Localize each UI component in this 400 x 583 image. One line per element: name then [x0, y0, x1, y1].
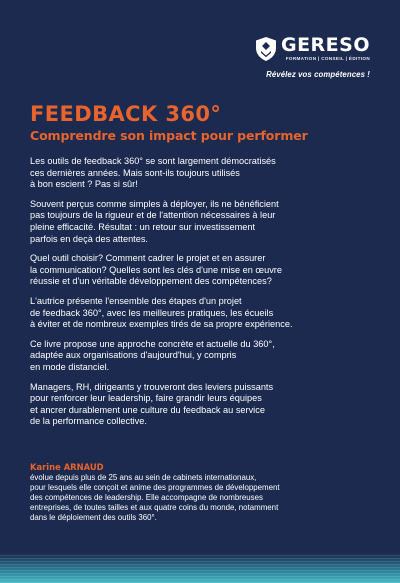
brand-name: GERESO [280, 34, 370, 56]
author-name: Karine ARNAUD [30, 462, 104, 472]
paragraph: Souvent perçus comme simples à déployer, ils ne bénéficient pas toujours de la rigueur et de l'attention nécessaires à leur pleine efficacité. Résultat : un retour sur investissement parfois en deçà des attentes. [30, 198, 279, 244]
book-title: FEEDBACK 360° [30, 102, 222, 126]
author-section [30, 462, 375, 523]
paragraph: Ce livre propose une approche concrète et actuelle du 360°, adaptée aux organisations d'aujourd'hui, y compris en mode distanciel. [30, 338, 275, 372]
bottom-band-stripes [0, 553, 400, 583]
description [30, 156, 380, 436]
paragraph: Les outils de feedback 360° se sont largement démocratisés ces dernières années. Mais sont-ils toujours utilisés à bon escient ? Pas si sûr! [30, 156, 276, 190]
brand-tagline: Révélez vos compétences ! [266, 70, 370, 79]
author-bio: évolue depuis plus de 25 ans au sein de cabinets internationaux, pour lesquels elle conçoit et anime des programmes de développement des compétences de leadership. Elle accompagne de nombreuses entreprises, de toutes tailles et aux quatre coins du monde, notamment dans le déploiement des outils 360°. [30, 473, 280, 523]
shield-logo-icon [256, 37, 276, 61]
brand-subline: FORMATION | CONSEIL | ÉDITION [285, 56, 370, 61]
paragraph: Managers, RH, dirigeants y trouveront des leviers puissants pour renforcer leur leadership, faire grandir leurs équipes et ancrer durablement une culture du feedback au service de la performance collective. [30, 381, 274, 427]
book-subtitle: Comprendre son impact pour performer [30, 128, 308, 143]
paragraph: L'autrice présente l'ensemble des étapes d'un projet de feedback 360°, avec les meilleures pratiques, les écueils à éviter et de nombreux exemples tirés de sa propre expérience. [30, 295, 293, 330]
logo-row [256, 36, 370, 61]
paragraph: Quel outil choisir? Comment cadrer le projet et en assurer la communication? Quelles sont les clés d'une mise en œuvre réussie et d'un véritable développement des compétences? [30, 253, 282, 287]
publisher-logo [256, 36, 370, 79]
